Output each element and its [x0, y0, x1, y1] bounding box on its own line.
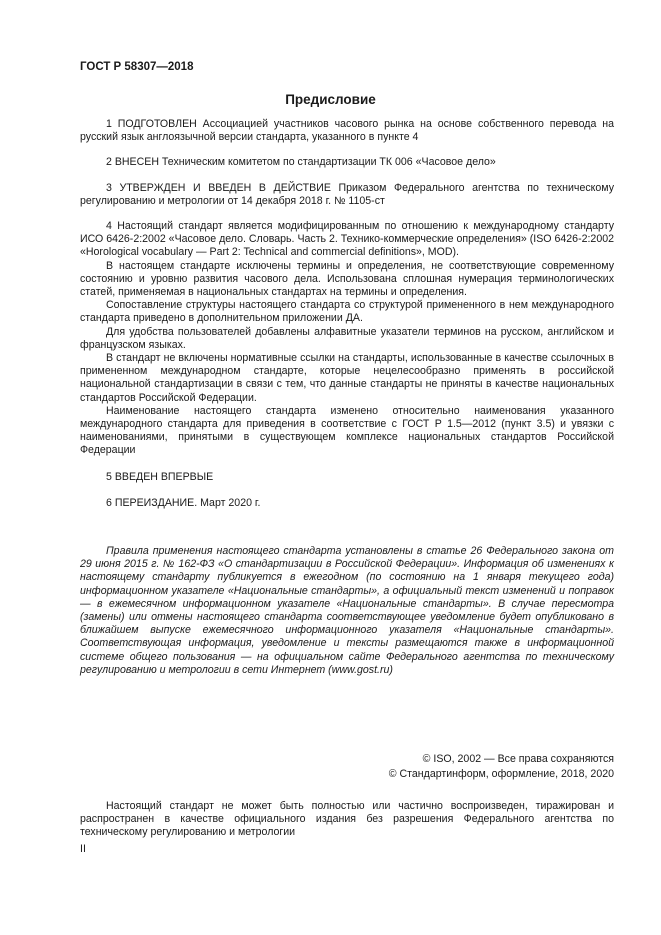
item-4-excluded-terms: В настоящем стандарте исключены термины и определения, не соответствующие современному состоянию и уровню развития часового дела. Использована сплошная нумерация терминологических статей, применяемая в национальных стандартах на термины и определения. — [80, 259, 614, 299]
item-4-modified: 4 Настоящий стандарт является модифицированным по отношению к международному стандарту ИСО 6426-2:2002 «Часовое дело. Словарь. Часть 2. Технико-коммерческие определения» (ISO 6426-2:2002 «Horological vocabulary — Part 2: Technical and commercial definitions», MOD). — [80, 220, 614, 259]
page-number: II — [80, 843, 86, 855]
page-title: Предисловие — [285, 92, 376, 107]
standard-id: ГОСТ Р 58307—2018 — [80, 61, 194, 73]
item-4-title-change: Наименование настоящего стандарта изменено относительно наименования указанного международного стандарта для приведения в соответствие с ГОСТ Р 1.5—2012 (пункт 3.5) и увязки с наименованиями, принятыми в существующем комплексе национальных стандартов Российской Федерации — [80, 404, 614, 457]
item-3-approved: 3 УТВЕРЖДЕН И ВВЕДЕН В ДЕЙСТВИЕ Приказом Федерального агентства по техническому регулированию и метрологии от 14 декабря 2018 г. № 1105-ст — [80, 181, 614, 207]
item-5-introduced: 5 ВВЕДЕН ВПЕРВЫЕ — [106, 470, 214, 483]
copyright-block — [389, 752, 614, 782]
copyright-iso: © ISO, 2002 — Все права сохраняются — [422, 753, 614, 765]
item-4-structure-comparison: Сопоставление структуры настоящего стандарта со структурой примененного в нем международного стандарта приведено в дополнительном приложении ДА. — [80, 299, 614, 325]
copyright-standartinform: © Стандартинформ, оформление, 2018, 2020 — [388, 768, 614, 780]
application-rules-notice: Правила применения настоящего стандарта установлены в статье 26 Федерального закона от 29 июня 2015 г. № 162-ФЗ «О стандартизации в Российской Федерации». Информация об изменениях к настоящему стандарту публикуется в ежегодном (по состоянию на 1 января текущего года) информационном указателе «Национальные стандарты», а официальный текст изменений и поправок — в ежемесячном информационном указателе «Национальные стандарты». В случае пересмотра (замены) или отмены настоящего стандарта соответствующее уведомление будет опубликовано в ближайшем выпуске ежемесячного информационного указателя «Национальные стандарты». Соответствующая информация, уведомление и тексты размещаются также в информационной системе общего пользования — на официальном сайте Федерального агентства по техническому регулированию и метрологии в сети Интернет (www.gost.ru) — [80, 545, 614, 676]
reproduction-notice: Настоящий стандарт не может быть полностью или частично воспроизведен, тиражирован и распространен в качестве официального издания без разрешения Федерального агентства по техническому регулированию и метрологии — [80, 800, 614, 839]
item-4-alphabetic-indexes: Для удобства пользователей добавлены алфавитные указатели терминов на русском, английском и французском языках. — [80, 325, 614, 351]
item-1-prepared: 1 ПОДГОТОВЛЕН Ассоциацией участников часового рынка на основе собственного перевода на русский язык англоязычной версии стандарта, указанного в пункте 4 — [80, 118, 614, 144]
item-6-reissue: 6 ПЕРЕИЗДАНИЕ. Март 2020 г. — [106, 496, 261, 509]
item-2-submitted: 2 ВНЕСЕН Техническим комитетом по стандартизации ТК 006 «Часовое дело» — [106, 156, 496, 169]
foreword-body — [80, 118, 614, 510]
item-4-normative-references: В стандарт не включены нормативные ссылки на стандарты, использованные в качестве ссылочных в примененном международном стандарте, которые нецелесообразно применять в российской национальной стандартизации в связи с тем, что данные стандарты не приняты в качестве национальных стандартов Российской Федерации. — [80, 352, 614, 404]
